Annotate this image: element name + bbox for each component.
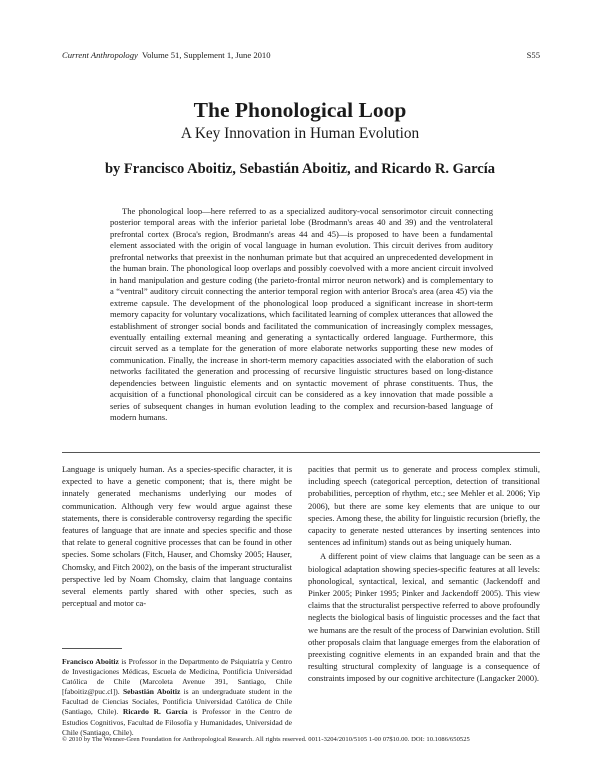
affiliation-text: is Professor in the Departmento de Psiquiatría y Centro de Investigaciones Médicas, Escuela de Medicina, Pontificia Universidad Católica de Chile (Marcoleta Avenue 391, Santiago, Chile [faboitiz@puc.cl]). [62, 657, 292, 697]
running-header [62, 50, 540, 64]
affiliation-text: is Professor in the Centro de Estudios Cognitivos, Facultad de Filosofía y Humanidades, Universidad de Chile (Santiago, Chile). [62, 707, 292, 737]
article-subtitle: A Key Innovation in Human Evolution [180, 125, 420, 142]
body-column-left [62, 463, 292, 609]
page-number: S55 [526, 50, 540, 60]
article-title: The Phonological Loop [193, 98, 407, 122]
author-name: Sebastián Aboitiz [122, 687, 181, 697]
body-column-right [308, 463, 540, 685]
author-name: Francisco Aboitiz [62, 657, 119, 666]
author-line: by Francisco Aboitiz, Sebastián Aboitiz, and Ricardo R. García [104, 161, 496, 177]
copyright-text: © 2010 by The Wenner-Gren Foundation for Anthropological Research. All rights reserved. 0011-3204/2010/5105 1-00 07$10.00. DOI: 10.1086/650525 [62, 736, 470, 743]
affiliation-text: is an undergraduate student in the Facultad de Ciencias Sociales, Pontificia Universidad Católica de Chile (Santiago, Chile). [62, 687, 293, 717]
abstract [110, 206, 493, 424]
body-paragraph: Language is uniquely human. As a species-specific character, it is expected to have a genetic component; that is, there might be innately generated mechanisms underlying our modes of communication. Although very few would argue against these statements, there is considerable controversy regarding the specific features of language that are innate and species specific and those that relate to general cognitive processes that can be found in other species. Some scholars (Fitch, Hauser, and Chomsky 2005; Hauser, Chomsky, and Fitch 2002), on the basis of the imperant structuralist perspective led by Noam Chomsky, claim that language contains several elements partly shared with other species, such as perceptual and motor ca- [62, 464, 292, 609]
abstract-text: The phonological loop—here referred to as a specialized auditory-vocal sensorimotor circuit connecting posterior temporal areas with the inferior parietal lobe (Brodmann's areas 40 and 39) and the ventrolateral prefrontal cortex (Broca's region, Brodmann's areas 44 and 45)—is proposed to have been a fundamental element associated with the origin of vocal language in human evolution. This circuit derives from auditory prefrontal networks that preexist in the nonhuman primate but that acquired an unprecedented development in the human brain. The phonological loop overlaps and possibly coevolved with a more ancient circuit involved in hand manipulation and gesture coding (the parieto-frontal mirror neuron network) and is complementary to a “ventral” auditory circuit connecting the anterior temporal region with anterior Broca's area (area 45) via the extreme capsule. The development of the phonological loop produced a significant increase in short-term memory capacity for voluntary vocalizations, which facilitated learning of complex utterances that allowed the establishment of stronger social bonds and facilitated the communication of increasingly complex messages, eventually entailing external meaning and generating a syntactically ordered language. Furthermore, this circuit served as a template for the generation of more elaborate networks supporting these new modes of communication. Finally, the increase in short-term memory capacities associated with the elaboration of such networks facilitated the generation and processing of recursive linguistic structures based on long-distance dependencies between linguistic elements and on syntactic movement of phrase constituents. Thus, the acquisition of a functional phonological circuit can be considered as a key innovation that made possible a series of subsequent changes in human evolution leading to the complex and recursion-based language of modern humans. [110, 206, 493, 423]
footnote-divider [62, 648, 122, 649]
body-paragraph: pacities that permit us to generate and process complex stimuli, including speech (categorical perception, detection of transitional probabilities, perception of rhythm, etc.; see Mehler et al. 2006; Yip 2006), but there are some key elements that are unique to our species. Among these, the ability for linguistic recursion (briefly, the capacity to generate nested utterances by inserting sentences into sentences ad infinitum) stands out as being uniquely human. [308, 464, 540, 548]
copyright-footer [62, 736, 540, 743]
section-divider [62, 452, 540, 453]
journal-name: Current Anthropology [62, 50, 138, 60]
body-paragraph: A different point of view claims that language can be seen as a biological adaptation showing species-specific features at all levels: phonological, syntactical, lexical, and semantic (Jackendoff and Pinker 2005; Pinker 1995; Pinker and Jackendoff 2005). This view claims that the structuralist perspective referred to above profoundly neglects the biological basis of linguistic processes and the fact that we humans are the result of the process of Darwinian evolution. Still other proposals claim that language emerges from the elaboration of preexisting cognitive elements in an expanded brain and that the resulting structural complexity of language is a consequence of constraints imposed by our cognitive architecture (Langacker 2000). [308, 551, 540, 684]
author-name: Ricardo R. García [122, 707, 188, 717]
author-affiliations-footnote [62, 657, 292, 738]
volume-info: Volume 51, Supplement 1, June 2010 [142, 50, 271, 60]
